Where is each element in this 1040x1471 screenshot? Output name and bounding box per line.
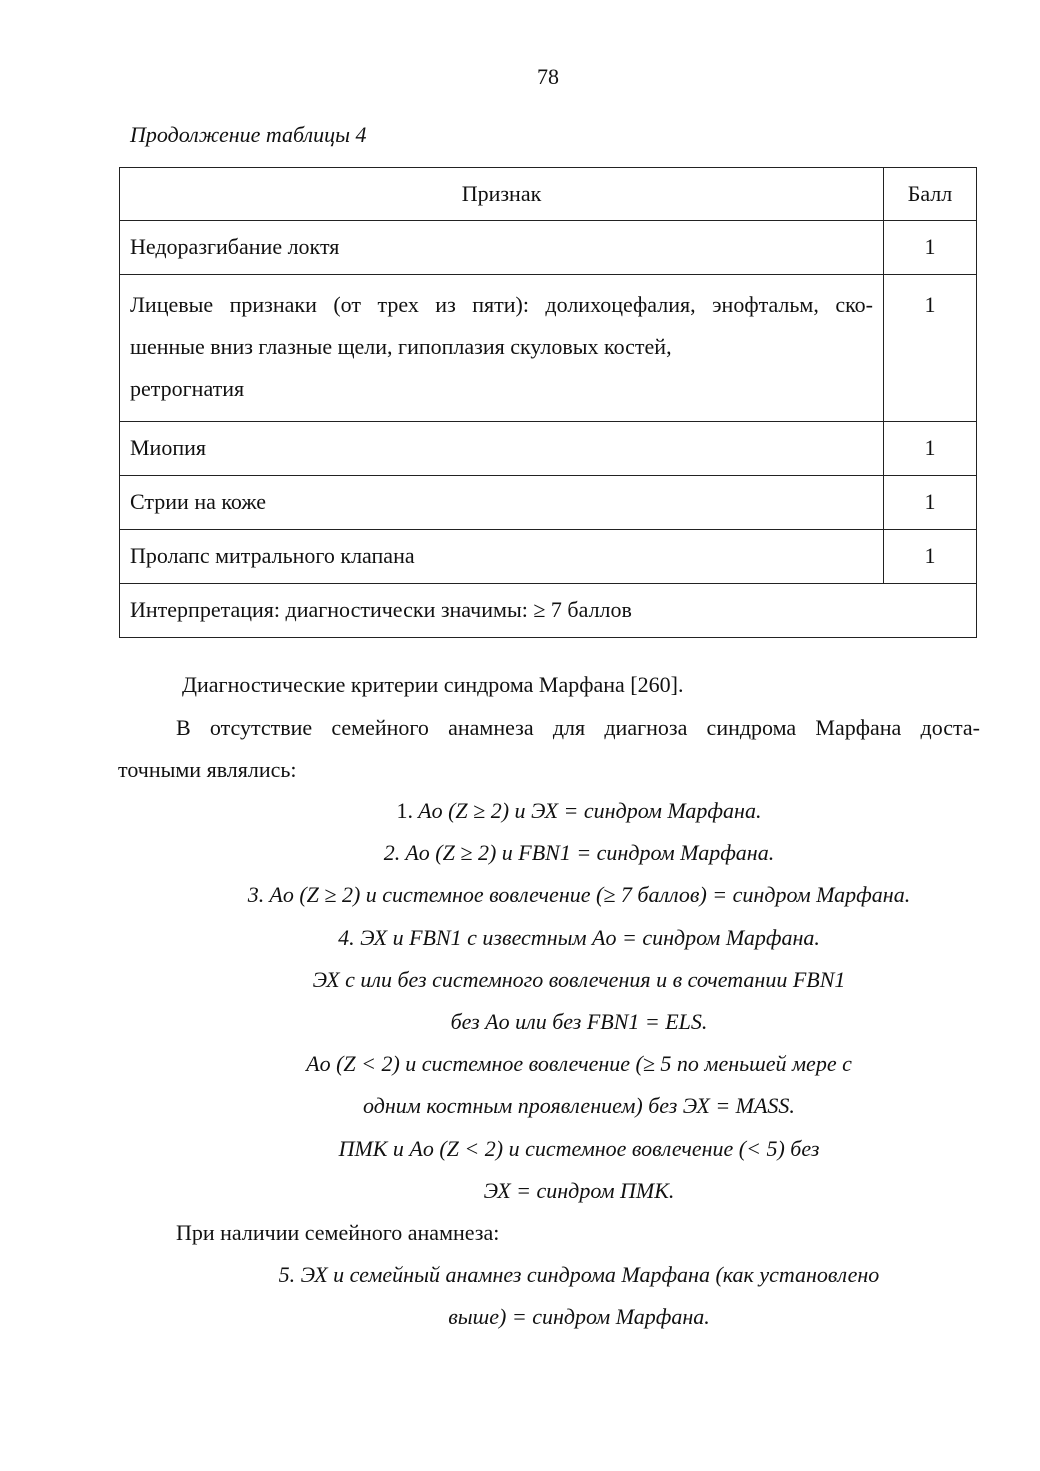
table-row	[120, 422, 977, 476]
table-row	[120, 221, 977, 275]
criteria-table	[119, 167, 977, 638]
mass-line: одним костным проявлением) без ЭХ = MASS.	[363, 1093, 795, 1118]
criterion-1	[118, 798, 1040, 824]
header-sign: Признак	[120, 168, 884, 221]
table-row	[120, 530, 977, 584]
row-sign-line: ретрогнатия	[130, 376, 245, 401]
table-row	[120, 275, 977, 422]
criterion-1-number: 1.	[396, 798, 414, 823]
absence-paragraph	[118, 707, 980, 791]
header-score: Балл	[884, 168, 977, 221]
absence-line: точными являлись:	[118, 757, 297, 782]
row-sign: Недоразгибание локтя	[120, 221, 884, 275]
row-sign: Пролапс митрального клапана	[120, 530, 884, 584]
intro-paragraph: Диагностические критерии синдрома Марфана [260].	[182, 672, 684, 697]
criterion-4: 4. ЭХ и FBN1 с известным Ao = синдром Марфана.	[338, 925, 820, 950]
row-sign-line: Лицевые признаки (от трех из пяти): долихоцефалия, энофтальм, ско-	[130, 292, 873, 317]
pmk-line: ЭХ = синдром ПМК.	[483, 1178, 675, 1203]
row-score: 1	[884, 530, 977, 584]
absence-line: В отсутствие семейного анамнеза для диагноза синдрома Марфана доста-	[176, 715, 980, 740]
row-score: 1	[884, 476, 977, 530]
els-line: без Ao или без FBN1 = ELS.	[450, 1009, 708, 1034]
row-sign: Стрии на коже	[120, 476, 884, 530]
criterion-5: выше) = синдром Марфана.	[448, 1304, 710, 1329]
row-score: 1	[884, 275, 977, 422]
criterion-3: 3. Ao (Z ≥ 2) и системное вовлечение (≥ 7 баллов) = синдром Марфана.	[247, 882, 911, 907]
criterion-1-text: Ao (Z ≥ 2) и ЭХ = синдром Марфана.	[418, 798, 762, 823]
criterion-5: 5. ЭХ и семейный анамнез синдрома Марфана (как установлено	[278, 1262, 880, 1287]
family-heading: При наличии семейного анамнеза:	[176, 1220, 500, 1245]
table-caption: Продолжение таблицы 4	[130, 122, 367, 147]
table-row	[120, 476, 977, 530]
table-header-row	[120, 168, 977, 221]
pmk-line: ПМК и Ao (Z < 2) и системное вовлечение (< 5) без	[338, 1136, 820, 1161]
row-sign-line: шенные вниз глазные щели, гипоплазия скуловых костей,	[130, 334, 672, 359]
row-score: 1	[884, 422, 977, 476]
row-sign	[120, 275, 884, 422]
interpretation-row	[120, 584, 977, 638]
page-number: 78	[537, 64, 559, 89]
row-sign: Миопия	[120, 422, 884, 476]
row-score: 1	[884, 221, 977, 275]
interpretation: Интерпретация: диагностически значимы: ≥ 7 баллов	[120, 584, 977, 638]
criterion-2: 2. Ao (Z ≥ 2) и FBN1 = синдром Марфана.	[383, 840, 775, 865]
mass-line: Ao (Z < 2) и системное вовлечение (≥ 5 по меньшей мере с	[306, 1051, 852, 1076]
els-line: ЭХ с или без системного вовлечения и в сочетании FBN1	[312, 967, 846, 992]
